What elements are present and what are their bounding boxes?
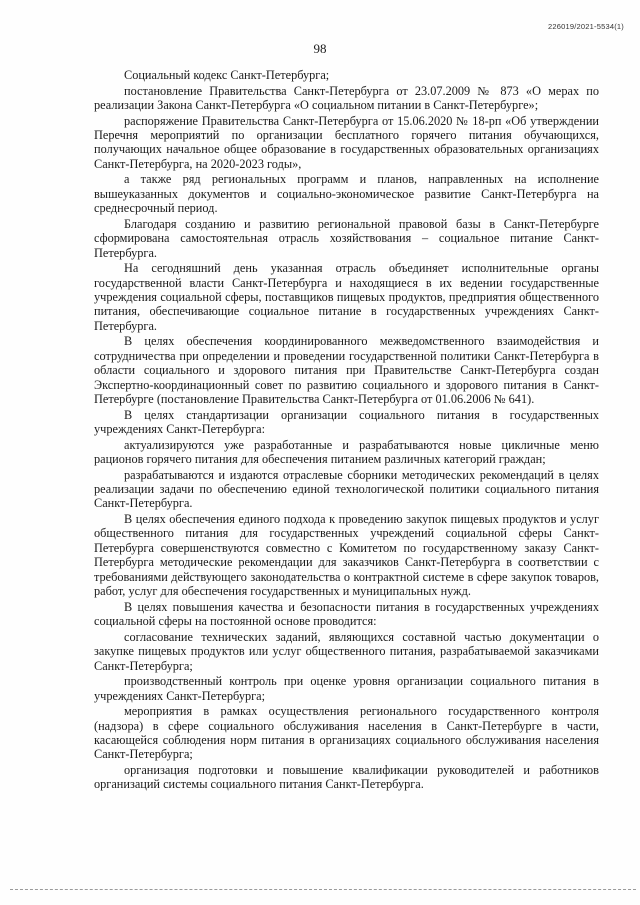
paragraph: Благодаря созданию и развитию региональной правовой базы в Санкт-Петербурге сформирована самостоятельная отрасль хозяйствования – социальное питание Санкт-Петербурга. [94,216,599,260]
paragraph: производственный контроль при оценке уровня организации социального питания в учреждениях Санкт-Петербурга; [94,674,599,703]
footer-divider [10,889,636,890]
paragraph: В целях обеспечения единого подхода к проведению закупок пищевых продуктов и услуг общественного питания для государственных учреждений социальной сферы Санкт-Петербурга совершенствуются совместно с Комитетом по государственному заказу Санкт-Петербурга методические рекомендации для заказчиков Санкт-Петербурга в соответствии с требованиями действующего законодательства о контрактной системе в сфере закупок товаров, работ, услуг для обеспечения государственных и муниципальных нужд. [94,512,599,599]
paragraph: постановление Правительства Санкт-Петербурга от 23.07.2009 № 873 «О мерах по реализации Закона Санкт-Петербурга «О социальном питании в Санкт-Петербурге»; [94,83,599,112]
paragraph: На сегодняшний день указанная отрасль объединяет исполнительные органы государственной власти Санкт-Петербурга и находящиеся в их ведении государственные учреждения социальной сферы, поставщиков пищевых продуктов, предприятия общественного питания, обеспечивающие социальное питание в государственных учреждениях Санкт-Петербурга. [94,261,599,333]
document-id: 226019/2021-5534(1) [548,22,624,31]
paragraph: актуализируются уже разработанные и разрабатываются новые цикличные меню рационов горячего питания для обеспечения питанием различных категорий граждан; [94,437,599,467]
document-body [94,68,599,793]
paragraph: а также ряд региональных программ и планов, направленных на исполнение вышеуказанных документов и социально-экономическое развитие Санкт-Петербурга на среднесрочный период. [94,172,599,216]
paragraph: В целях повышения качества и безопасности питания в государственных учреждениях социальной сферы на постоянной основе проводится: [94,599,599,629]
page-number: 98 [313,41,327,56]
paragraph: организация подготовки и повышение квалификации руководителей и работников организаций системы социального питания Санкт-Петербурга. [94,762,599,792]
paragraph: Социальный кодекс Санкт-Петербурга; [124,68,330,82]
paragraph: мероприятия в рамках осуществления регионального государственного контроля (надзора) в сфере социального обслуживания населения в Санкт-Петербурге в части, касающейся соблюдения норм питания в организациях социального обслуживания населения Санкт-Петербурга; [94,704,599,762]
paragraph: согласование технических заданий, являющихся составной частью документации о закупке пищевых продуктов или услуг общественного питания, разрабатываемой заказчиками Санкт-Петербурга; [94,629,599,673]
paragraph: В целях обеспечения координированного межведомственного взаимодействия и сотрудничества при определении и проведении государственной политики Санкт-Петербурга в области социального и здорового питания при Правительстве Санкт-Петербурга создан Экспертно-координационный совет по развитию социального и здорового питания в Санкт-Петербурге (постановление Правительства Санкт-Петербурга от 01.06.2006 № 641). [94,334,599,407]
paragraph: В целях стандартизации организации социального питания в государственных учреждениях Санкт-Петербурга: [94,407,599,437]
paragraph: распоряжение Правительства Санкт-Петербурга от 15.06.2020 № 18-рп «Об утверждении Перечня мероприятий по организации бесплатного горячего питания обучающихся, получающих начальное общее образование в государственных образовательных организациях Санкт-Петербурга, на 2020-2023 годы», [94,113,599,171]
paragraph: разрабатываются и издаются отраслевые сборники методических рекомендаций в целях реализации задачи по обеспечению единой технологической политики социального питания Санкт-Петербурга. [94,467,599,511]
